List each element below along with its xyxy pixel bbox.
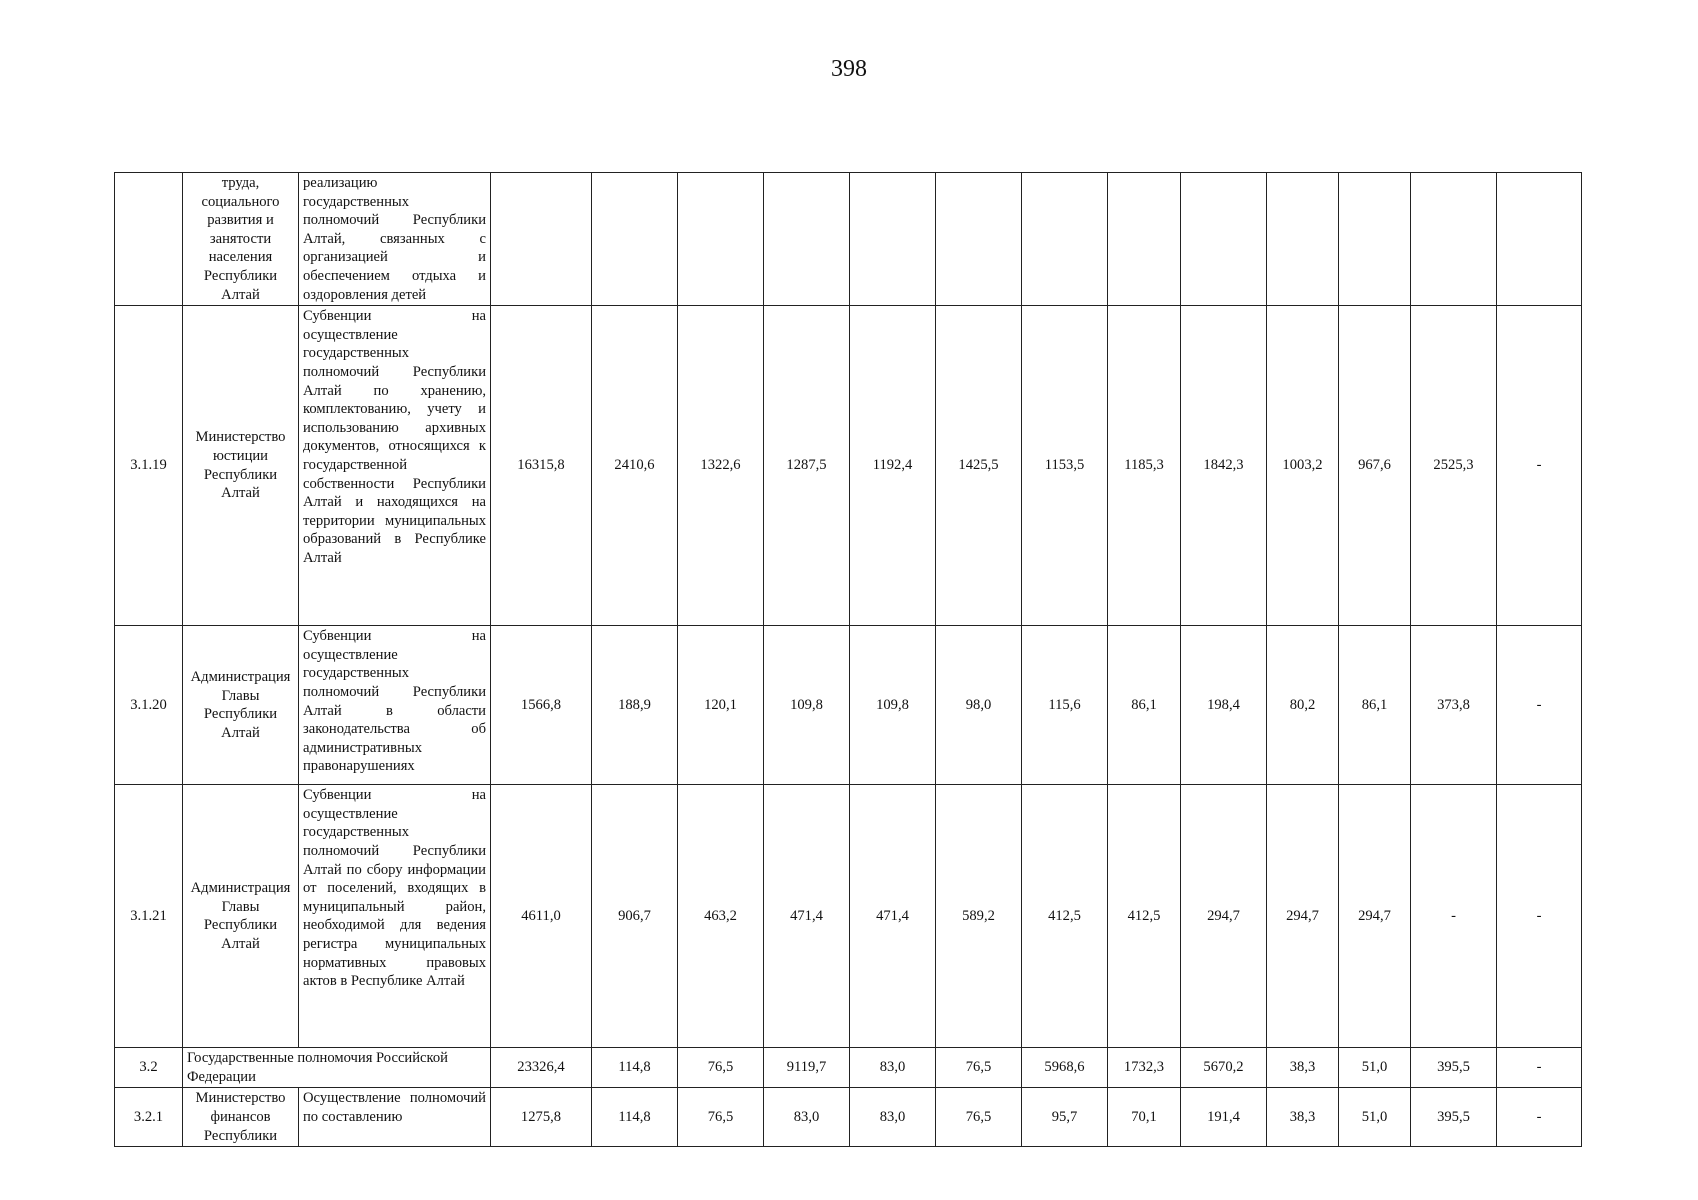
value-cell: 1003,2 xyxy=(1267,306,1339,626)
value-cell: 70,1 xyxy=(1108,1088,1181,1147)
value-cell: 9119,7 xyxy=(764,1048,850,1088)
value-cell: - xyxy=(1411,785,1497,1048)
value-cell: 1153,5 xyxy=(1022,306,1108,626)
value-cell: 5670,2 xyxy=(1181,1048,1267,1088)
table-row xyxy=(115,626,1582,785)
value-cell xyxy=(1108,173,1181,306)
value-cell: 2525,3 xyxy=(1411,306,1497,626)
value-cell: 471,4 xyxy=(850,785,936,1048)
value-cell: 76,5 xyxy=(678,1048,764,1088)
table-row xyxy=(115,173,1582,306)
value-cell: 373,8 xyxy=(1411,626,1497,785)
row-description: Субвенции на осуществление государственных полномочий Республики Алтай по хранению, комплектованию, учету и использованию архивных документов, относящихся к государственной собственности Республики Алтай и находящихся на территории муниципальных образований в Республике Алтай xyxy=(299,306,491,626)
row-organization: Администрация Главы Республики Алтай xyxy=(183,785,299,1048)
value-cell: 294,7 xyxy=(1339,785,1411,1048)
value-cell: 120,1 xyxy=(678,626,764,785)
value-cell: 114,8 xyxy=(592,1088,678,1147)
value-cell: 906,7 xyxy=(592,785,678,1048)
table-row xyxy=(115,1088,1582,1147)
value-cell: 51,0 xyxy=(1339,1088,1411,1147)
value-cell: 463,2 xyxy=(678,785,764,1048)
value-cell: 294,7 xyxy=(1181,785,1267,1048)
value-cell: 1566,8 xyxy=(491,626,592,785)
table-row xyxy=(115,1048,1582,1088)
value-cell: 191,4 xyxy=(1181,1088,1267,1147)
value-cell: 1287,5 xyxy=(764,306,850,626)
budget-table xyxy=(114,172,1582,1147)
value-cell: 83,0 xyxy=(764,1088,850,1147)
value-cell: 109,8 xyxy=(764,626,850,785)
value-cell: 98,0 xyxy=(936,626,1022,785)
value-cell: 1275,8 xyxy=(491,1088,592,1147)
row-code: 3.1.19 xyxy=(115,306,183,626)
value-cell xyxy=(678,173,764,306)
page-number: 398 xyxy=(831,56,867,82)
value-cell xyxy=(936,173,1022,306)
row-code: 3.2 xyxy=(115,1048,183,1088)
row-description: реализацию государственных полномочий Республики Алтай, связанных с организацией и обеспечением отдыха и оздоровления детей xyxy=(299,173,491,306)
value-cell xyxy=(1339,173,1411,306)
value-cell: - xyxy=(1497,785,1582,1048)
row-description: Субвенции на осуществление государственных полномочий Республики Алтай в области законодательства об административных правонарушениях xyxy=(299,626,491,785)
row-organization: Администрация Главы Республики Алтай xyxy=(183,626,299,785)
value-cell: 109,8 xyxy=(850,626,936,785)
value-cell xyxy=(764,173,850,306)
value-cell xyxy=(1411,173,1497,306)
row-organization: Министерство юстиции Республики Алтай xyxy=(183,306,299,626)
row-description: Государственные полномочия Российской Федерации xyxy=(183,1048,491,1088)
value-cell: 198,4 xyxy=(1181,626,1267,785)
row-code xyxy=(115,173,183,306)
value-cell: 76,5 xyxy=(936,1048,1022,1088)
value-cell xyxy=(1497,173,1582,306)
value-cell xyxy=(1022,173,1108,306)
value-cell xyxy=(491,173,592,306)
value-cell xyxy=(592,173,678,306)
value-cell: 38,3 xyxy=(1267,1088,1339,1147)
value-cell: 1732,3 xyxy=(1108,1048,1181,1088)
value-cell: 4611,0 xyxy=(491,785,592,1048)
value-cell: 76,5 xyxy=(936,1088,1022,1147)
table-row xyxy=(115,785,1582,1048)
value-cell: 2410,6 xyxy=(592,306,678,626)
value-cell: 115,6 xyxy=(1022,626,1108,785)
value-cell: 83,0 xyxy=(850,1088,936,1147)
value-cell: 16315,8 xyxy=(491,306,592,626)
row-code: 3.2.1 xyxy=(115,1088,183,1147)
value-cell: 76,5 xyxy=(678,1088,764,1147)
value-cell: 51,0 xyxy=(1339,1048,1411,1088)
value-cell: 86,1 xyxy=(1339,626,1411,785)
value-cell: 471,4 xyxy=(764,785,850,1048)
value-cell: 1842,3 xyxy=(1181,306,1267,626)
value-cell: 412,5 xyxy=(1108,785,1181,1048)
value-cell: 1185,3 xyxy=(1108,306,1181,626)
value-cell: - xyxy=(1497,1048,1582,1088)
value-cell: 23326,4 xyxy=(491,1048,592,1088)
row-organization: труда, социального развития и занятости населения Республики Алтай xyxy=(183,173,299,306)
value-cell: 86,1 xyxy=(1108,626,1181,785)
row-description: Осуществление полномочий по составлению xyxy=(299,1088,491,1147)
value-cell: 5968,6 xyxy=(1022,1048,1108,1088)
row-code: 3.1.20 xyxy=(115,626,183,785)
table-row xyxy=(115,306,1582,626)
value-cell: 395,5 xyxy=(1411,1088,1497,1147)
value-cell: 294,7 xyxy=(1267,785,1339,1048)
value-cell: 38,3 xyxy=(1267,1048,1339,1088)
value-cell: 967,6 xyxy=(1339,306,1411,626)
value-cell xyxy=(1181,173,1267,306)
value-cell: - xyxy=(1497,1088,1582,1147)
row-organization: Министерство финансов Республики xyxy=(183,1088,299,1147)
value-cell: 589,2 xyxy=(936,785,1022,1048)
value-cell: 114,8 xyxy=(592,1048,678,1088)
value-cell: 395,5 xyxy=(1411,1048,1497,1088)
value-cell: - xyxy=(1497,626,1582,785)
value-cell xyxy=(850,173,936,306)
value-cell: 1192,4 xyxy=(850,306,936,626)
row-code: 3.1.21 xyxy=(115,785,183,1048)
row-description: Субвенции на осуществление государственных полномочий Республики Алтай по сбору информации от поселений, входящих в муниципальный район, необходимой для ведения регистра муниципальных нормативных правовых актов в Республике Алтай xyxy=(299,785,491,1048)
value-cell: 95,7 xyxy=(1022,1088,1108,1147)
value-cell xyxy=(1267,173,1339,306)
value-cell: 80,2 xyxy=(1267,626,1339,785)
value-cell: - xyxy=(1497,306,1582,626)
value-cell: 412,5 xyxy=(1022,785,1108,1048)
value-cell: 1322,6 xyxy=(678,306,764,626)
value-cell: 1425,5 xyxy=(936,306,1022,626)
value-cell: 188,9 xyxy=(592,626,678,785)
value-cell: 83,0 xyxy=(850,1048,936,1088)
